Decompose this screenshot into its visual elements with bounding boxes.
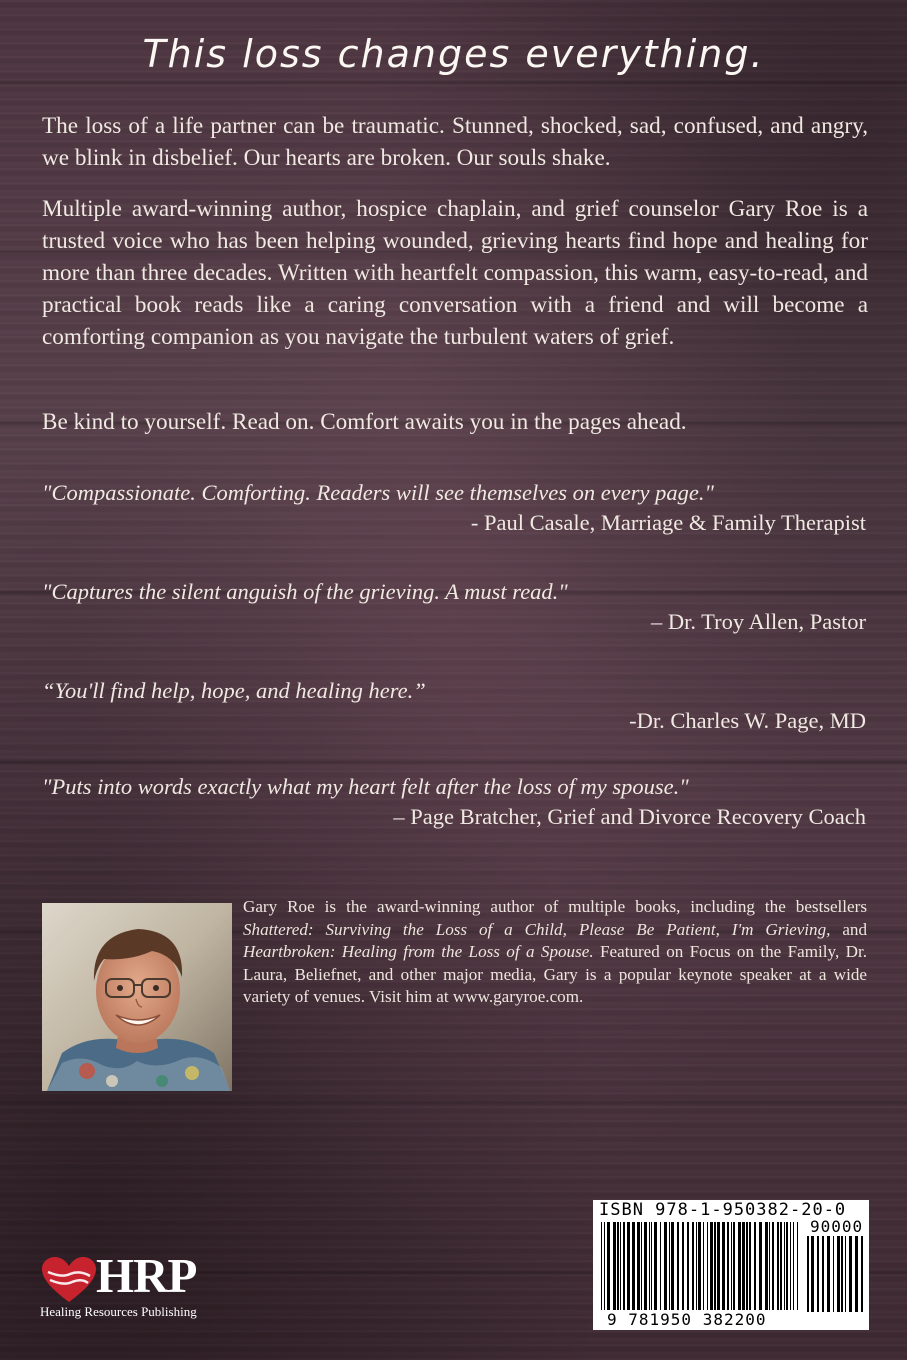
intro-paragraph-1: The loss of a life partner can be traumatic. Stunned, shocked, sad, confused, and angry, we blink in disbelief. Our hearts are broken. Our souls shake.: [42, 113, 868, 171]
endorsement-quote: "Compassionate. Comforting. Readers will see themselves on every page.": [42, 480, 714, 505]
endorsement-3: [42, 676, 866, 736]
endorsement-2: [42, 577, 866, 637]
intro-paragraph-3: Be kind to yourself. Read on. Comfort awaits you in the pages ahead.: [42, 409, 687, 435]
addon-barcode: [807, 1236, 863, 1312]
book-title-please-be-patient: Please Be Patient, I'm Grieving,: [578, 919, 831, 939]
bio-text: [567, 920, 579, 939]
ean-digits: 9 781950 382200: [607, 1310, 767, 1329]
headline: This loss changes everything.: [142, 32, 765, 76]
endorsement-1: [42, 478, 866, 538]
price-code: 90000: [810, 1217, 864, 1236]
book-title-shattered: Shattered: Surviving the Loss of a Child,: [243, 919, 567, 939]
book-title-heartbroken: Heartbroken: Healing from the Loss of a Spouse.: [243, 942, 594, 961]
endorsement-4: [42, 772, 866, 832]
author-photo: [42, 903, 232, 1091]
intro-paragraph-2: Multiple award-winning author, hospice chaplain, and grief counselor Gary Roe is a trusted voice who has been helping wounded, grieving hearts find hope and healing for more than three decades. Written with heartfelt compassion, this warm, easy-to-read, and practical book reads like a caring conversation with a friend and will become a comforting companion as you navigate the turbulent waters of grief.: [42, 196, 869, 350]
endorsement-attribution: – Page Bratcher, Grief and Divorce Recovery Coach: [393, 804, 866, 829]
endorsement-quote: "Captures the silent anguish of the grieving. A must read.": [42, 579, 568, 604]
publisher-name: Healing Resources Publishing: [40, 1304, 197, 1319]
ean-barcode: [601, 1222, 801, 1312]
endorsement-quote: “You'll find help, hope, and healing here.”: [42, 678, 426, 703]
author-bio: [243, 896, 867, 1009]
endorsement-attribution: – Dr. Troy Allen, Pastor: [650, 609, 866, 634]
publisher-logo-text: HRP: [96, 1248, 197, 1303]
bio-text: Gary Roe is the award-winning author of multiple books, including the bestsellers: [243, 897, 867, 916]
endorsement-attribution: -Dr. Charles W. Page, MD: [629, 708, 866, 733]
isbn-barcode: [593, 1200, 869, 1330]
isbn-label: ISBN 978-1-950382-20-0: [599, 1200, 847, 1220]
heart-icon: [40, 1256, 98, 1304]
bio-text: Featured on Focus on the Family, Dr. Laura, Beliefnet, and other major media, Gary is a popular keynote speaker at a wide variety of venues. Visit him at www.garyroe.com.: [243, 942, 867, 1006]
endorsement-quote: "Puts into words exactly what my heart felt after the loss of my spouse.": [42, 774, 689, 799]
publisher-logo: [40, 1246, 240, 1326]
endorsement-attribution: - Paul Casale, Marriage & Family Therapist: [470, 510, 866, 535]
bio-text: and: [830, 919, 868, 939]
